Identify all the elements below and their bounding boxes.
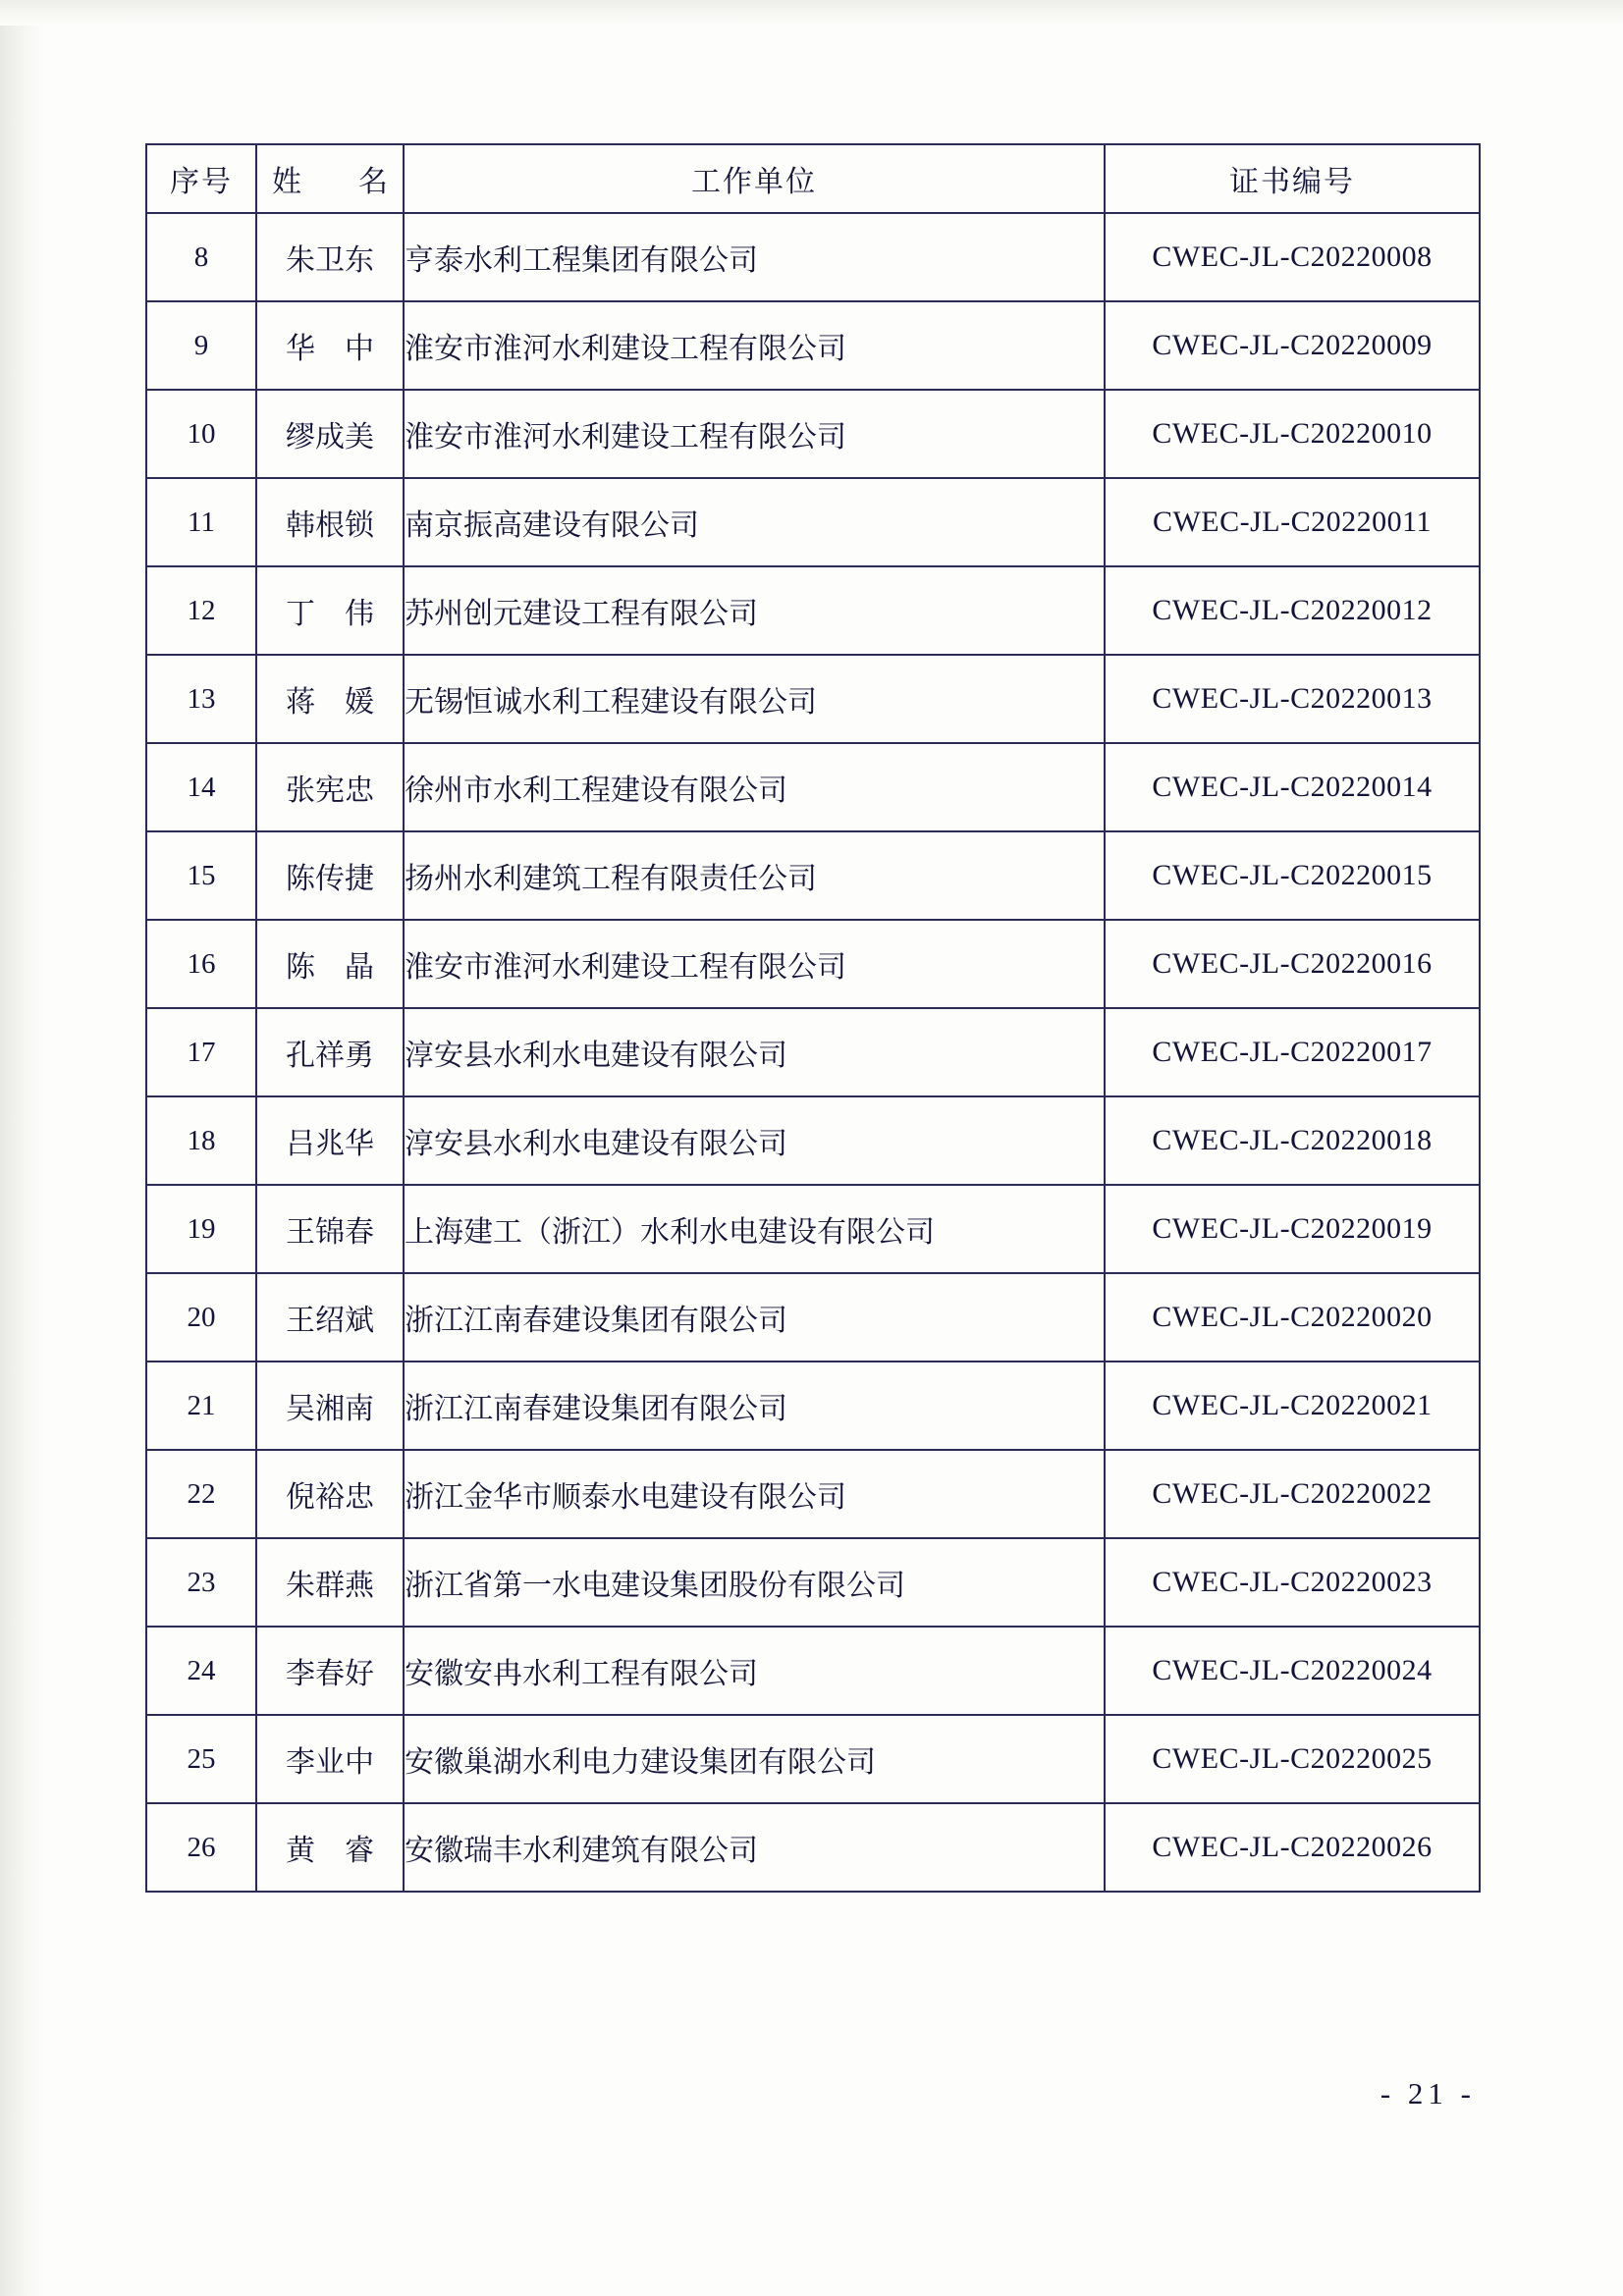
cell-certificate-number: CWEC-JL-C20220023 (1105, 1538, 1480, 1627)
cell-certificate-number: CWEC-JL-C20220011 (1105, 478, 1480, 566)
cell-organization: 安徽安冉水利工程有限公司 (404, 1627, 1105, 1715)
table-row (146, 1803, 1480, 1892)
header-index: 序号 (146, 144, 256, 213)
table-body (146, 213, 1480, 1892)
scan-edge-left (0, 0, 45, 2296)
cell-organization: 无锡恒诚水利工程建设有限公司 (404, 655, 1105, 743)
table-row (146, 920, 1480, 1008)
cell-certificate-number: CWEC-JL-C20220022 (1105, 1450, 1480, 1538)
table-row (146, 831, 1480, 920)
cell-name: 王绍斌 (256, 1273, 404, 1362)
cell-index: 16 (146, 920, 256, 1008)
cell-organization: 徐州市水利工程建设有限公司 (404, 743, 1105, 831)
cell-certificate-number: CWEC-JL-C20220009 (1105, 301, 1480, 390)
table-row (146, 1627, 1480, 1715)
cell-organization: 安徽瑞丰水利建筑有限公司 (404, 1803, 1105, 1892)
cell-certificate-number: CWEC-JL-C20220021 (1105, 1362, 1480, 1450)
table-row (146, 743, 1480, 831)
cell-certificate-number: CWEC-JL-C20220020 (1105, 1273, 1480, 1362)
cell-organization: 浙江江南春建设集团有限公司 (404, 1273, 1105, 1362)
cell-organization: 苏州创元建设工程有限公司 (404, 566, 1105, 655)
cell-organization: 淮安市淮河水利建设工程有限公司 (404, 390, 1105, 478)
cell-index: 8 (146, 213, 256, 301)
cell-index: 20 (146, 1273, 256, 1362)
header-organization: 工作单位 (404, 144, 1105, 213)
cell-index: 25 (146, 1715, 256, 1803)
cell-organization: 南京振高建设有限公司 (404, 478, 1105, 566)
cell-organization: 亨泰水利工程集团有限公司 (404, 213, 1105, 301)
table-row (146, 1008, 1480, 1096)
table-row (146, 1185, 1480, 1273)
table-row (146, 1362, 1480, 1450)
table-row (146, 1450, 1480, 1538)
cell-certificate-number: CWEC-JL-C20220025 (1105, 1715, 1480, 1803)
cell-organization: 安徽巢湖水利电力建设集团有限公司 (404, 1715, 1105, 1803)
cell-index: 24 (146, 1627, 256, 1715)
cell-certificate-number: CWEC-JL-C20220008 (1105, 213, 1480, 301)
table-row (146, 213, 1480, 301)
table-row (146, 1273, 1480, 1362)
cell-index: 19 (146, 1185, 256, 1273)
cell-organization: 淮安市淮河水利建设工程有限公司 (404, 301, 1105, 390)
cell-name: 华 中 (256, 301, 404, 390)
cell-certificate-number: CWEC-JL-C20220014 (1105, 743, 1480, 831)
cell-name: 朱卫东 (256, 213, 404, 301)
table-row (146, 390, 1480, 478)
cell-name: 王锦春 (256, 1185, 404, 1273)
cell-organization: 淳安县水利水电建设有限公司 (404, 1008, 1105, 1096)
table-row (146, 1096, 1480, 1185)
cell-certificate-number: CWEC-JL-C20220016 (1105, 920, 1480, 1008)
cell-certificate-number: CWEC-JL-C20220012 (1105, 566, 1480, 655)
cell-index: 21 (146, 1362, 256, 1450)
table-row (146, 301, 1480, 390)
cell-index: 11 (146, 478, 256, 566)
cell-name: 吴湘南 (256, 1362, 404, 1450)
cell-organization: 浙江省第一水电建设集团股份有限公司 (404, 1538, 1105, 1627)
cell-name: 缪成美 (256, 390, 404, 478)
cell-organization: 扬州水利建筑工程有限责任公司 (404, 831, 1105, 920)
certificate-table-container (145, 143, 1479, 1893)
header-certificate-number: 证书编号 (1105, 144, 1480, 213)
table-header-row (146, 144, 1480, 213)
cell-index: 10 (146, 390, 256, 478)
table-row (146, 655, 1480, 743)
cell-index: 17 (146, 1008, 256, 1096)
cell-name: 韩根锁 (256, 478, 404, 566)
cell-certificate-number: CWEC-JL-C20220013 (1105, 655, 1480, 743)
cell-name: 蒋 媛 (256, 655, 404, 743)
cell-organization: 浙江金华市顺泰水电建设有限公司 (404, 1450, 1105, 1538)
cell-certificate-number: CWEC-JL-C20220010 (1105, 390, 1480, 478)
cell-index: 23 (146, 1538, 256, 1627)
cell-certificate-number: CWEC-JL-C20220024 (1105, 1627, 1480, 1715)
cell-index: 22 (146, 1450, 256, 1538)
cell-name: 李春好 (256, 1627, 404, 1715)
scan-edge-top (0, 0, 1623, 26)
cell-index: 13 (146, 655, 256, 743)
cell-name: 陈传捷 (256, 831, 404, 920)
cell-certificate-number: CWEC-JL-C20220019 (1105, 1185, 1480, 1273)
cell-index: 18 (146, 1096, 256, 1185)
cell-name: 黄 睿 (256, 1803, 404, 1892)
cell-index: 26 (146, 1803, 256, 1892)
cell-organization: 淳安县水利水电建设有限公司 (404, 1096, 1105, 1185)
table-row (146, 566, 1480, 655)
cell-certificate-number: CWEC-JL-C20220017 (1105, 1008, 1480, 1096)
cell-certificate-number: CWEC-JL-C20220026 (1105, 1803, 1480, 1892)
cell-index: 12 (146, 566, 256, 655)
cell-index: 14 (146, 743, 256, 831)
cell-name: 陈 晶 (256, 920, 404, 1008)
cell-name: 朱群燕 (256, 1538, 404, 1627)
table-row (146, 478, 1480, 566)
cell-organization: 淮安市淮河水利建设工程有限公司 (404, 920, 1105, 1008)
page-number: - 21 - (1380, 2076, 1476, 2110)
cell-name: 吕兆华 (256, 1096, 404, 1185)
cell-organization: 浙江江南春建设集团有限公司 (404, 1362, 1105, 1450)
cell-name: 倪裕忠 (256, 1450, 404, 1538)
certificate-table (145, 143, 1481, 1893)
cell-name: 张宪忠 (256, 743, 404, 831)
cell-organization: 上海建工（浙江）水利水电建设有限公司 (404, 1185, 1105, 1273)
header-name: 姓 名 (256, 144, 404, 213)
cell-name: 孔祥勇 (256, 1008, 404, 1096)
table-row (146, 1715, 1480, 1803)
cell-name: 李业中 (256, 1715, 404, 1803)
cell-certificate-number: CWEC-JL-C20220015 (1105, 831, 1480, 920)
cell-index: 15 (146, 831, 256, 920)
table-row (146, 1538, 1480, 1627)
cell-certificate-number: CWEC-JL-C20220018 (1105, 1096, 1480, 1185)
cell-name: 丁 伟 (256, 566, 404, 655)
cell-index: 9 (146, 301, 256, 390)
